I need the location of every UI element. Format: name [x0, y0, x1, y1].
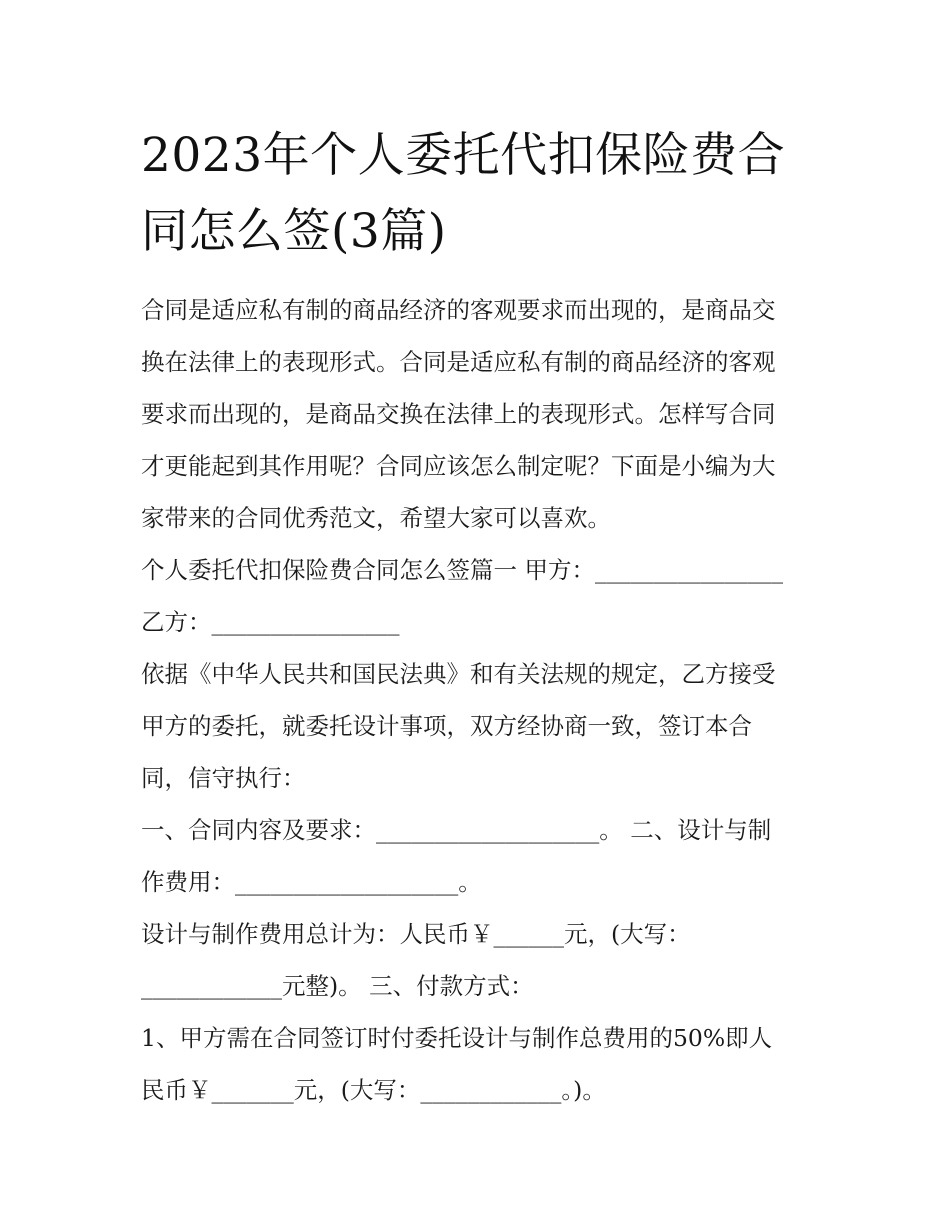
- text-line: 一、合同内容及要求：___________________。 二、设计与制: [141, 816, 772, 844]
- paragraph-section-1: [141, 804, 821, 908]
- title-line-2: 同怎么签(3篇): [141, 204, 447, 259]
- document-body: [141, 284, 821, 1116]
- text-line: 作费用：___________________。: [141, 868, 482, 896]
- title-line-1: 2023年个人委托代扣保险费合: [141, 128, 786, 183]
- text-line: 1、甲方需在合同签订时付委托设计与制作总费用的50%即人: [141, 1024, 773, 1052]
- text-line: 甲方的委托，就委托设计事项，双方经协商一致，签订本合: [141, 712, 752, 740]
- text-line: 家带来的合同优秀范文，希望大家可以喜欢。: [141, 504, 611, 532]
- text-line: 民币￥_______元，(大写：____________。)。: [141, 1076, 606, 1104]
- paragraph-basis: [141, 648, 821, 804]
- paragraph-parties: [141, 544, 821, 648]
- paragraph-intro: [141, 284, 821, 544]
- text-line: 合同是适应私有制的商品经济的客观要求而出现的，是商品交: [141, 296, 776, 324]
- document-page: [141, 118, 821, 1116]
- text-line: 设计与制作费用总计为：人民币￥______元，(大写：: [141, 920, 691, 948]
- text-line: 要求而出现的，是商品交换在法律上的表现形式。怎样写合同: [141, 400, 776, 428]
- text-line: 依据《中华人民共和国民法典》和有关法规的规定，乙方接受: [141, 660, 776, 688]
- text-line: 才更能起到其作用呢？合同应该怎么制定呢？下面是小编为大: [141, 452, 776, 480]
- text-line: 乙方：________________: [141, 608, 400, 636]
- paragraph-fee-total: [141, 908, 821, 1012]
- text-line: ____________元整)。 三、付款方式：: [141, 972, 534, 1000]
- text-line: 同，信守执行：: [141, 764, 306, 792]
- text-line: 个人委托代扣保险费合同怎么签篇一 甲方：________________: [141, 556, 783, 584]
- paragraph-payment-1: [141, 1012, 821, 1116]
- document-title: [141, 118, 821, 270]
- text-line: 换在法律上的表现形式。合同是适应私有制的商品经济的客观: [141, 348, 776, 376]
